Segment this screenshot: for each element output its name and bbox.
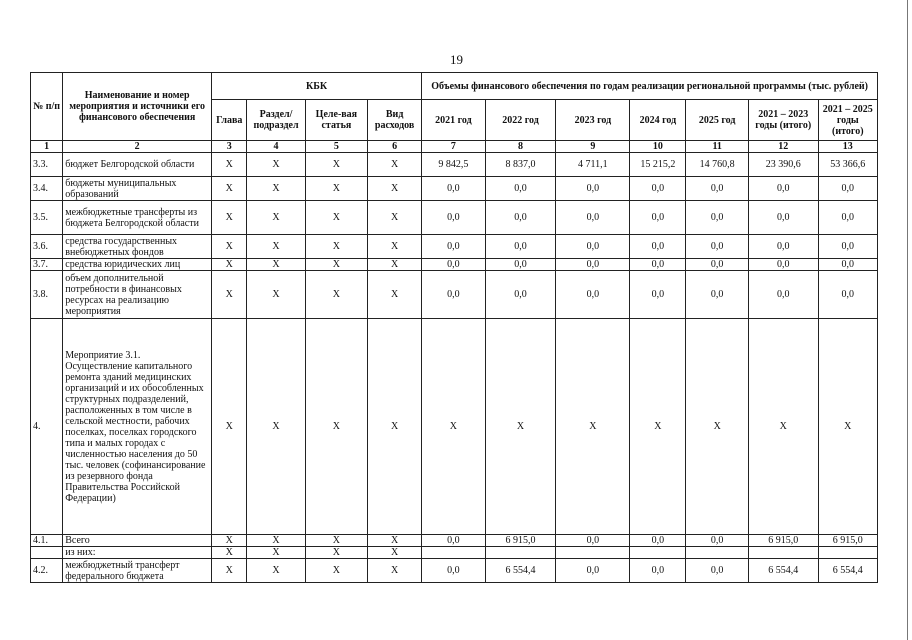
row-name: Мероприятие 3.1. Осуществление капитального ремонта зданий медицинских организаций и их обособленных структурных подразделений, расположенных в том числе в сельской местности, рабочих поселках, поселках городского типа и малых городах с численностью населения до 50 тыс. человек (софинансирование из резервного фонда Правительства Российской Федерации) bbox=[63, 319, 212, 535]
row-name: из них: bbox=[63, 547, 212, 559]
amount-cell: 0,0 bbox=[630, 559, 686, 583]
amount-cell: 0,0 bbox=[748, 259, 818, 271]
amount-cell: 8 837,0 bbox=[485, 153, 556, 177]
header-kbk: КБК bbox=[212, 73, 422, 100]
kbk-cell: X bbox=[247, 153, 305, 177]
kbk-cell: X bbox=[212, 235, 247, 259]
column-number: 4 bbox=[247, 141, 305, 153]
kbk-cell: X bbox=[212, 535, 247, 547]
amount-cell: 0,0 bbox=[686, 535, 748, 547]
row-index: 3.7. bbox=[31, 259, 63, 271]
amount-cell: 0,0 bbox=[748, 201, 818, 235]
amount-cell: 0,0 bbox=[630, 271, 686, 319]
table-row bbox=[31, 535, 878, 547]
row-index: 4.1. bbox=[31, 535, 63, 547]
page-number: 19 bbox=[450, 52, 463, 67]
table-row bbox=[31, 177, 878, 201]
amount-cell: 0,0 bbox=[818, 271, 877, 319]
header-year-col: 2024 год bbox=[630, 100, 686, 141]
row-name: средства государственных внебюджетных фондов bbox=[63, 235, 212, 259]
kbk-cell: X bbox=[305, 177, 367, 201]
amount-cell: X bbox=[630, 319, 686, 535]
amount-cell: X bbox=[748, 319, 818, 535]
column-number: 7 bbox=[422, 141, 485, 153]
kbk-cell: X bbox=[247, 177, 305, 201]
header-kbk-col: Целе-вая статья bbox=[305, 100, 367, 141]
amount-cell: 6 915,0 bbox=[748, 535, 818, 547]
amount-cell: 0,0 bbox=[556, 235, 630, 259]
kbk-cell: X bbox=[368, 177, 422, 201]
amount-cell: 0,0 bbox=[556, 177, 630, 201]
kbk-cell: X bbox=[212, 319, 247, 535]
row-index: 4.2. bbox=[31, 559, 63, 583]
amount-cell: 15 215,2 bbox=[630, 153, 686, 177]
header-year-col: 2022 год bbox=[485, 100, 556, 141]
kbk-cell: X bbox=[368, 559, 422, 583]
amount-cell: 0,0 bbox=[485, 271, 556, 319]
amount-cell: 0,0 bbox=[686, 271, 748, 319]
row-name: Всего bbox=[63, 535, 212, 547]
row-index: 3.6. bbox=[31, 235, 63, 259]
kbk-cell: X bbox=[247, 271, 305, 319]
amount-cell: 0,0 bbox=[630, 177, 686, 201]
kbk-cell: X bbox=[368, 535, 422, 547]
amount-cell: 0,0 bbox=[556, 559, 630, 583]
amount-cell: 6 554,4 bbox=[818, 559, 877, 583]
amount-cell: 6 554,4 bbox=[748, 559, 818, 583]
amount-cell: 0,0 bbox=[818, 201, 877, 235]
row-index bbox=[31, 547, 63, 559]
row-index: 3.4. bbox=[31, 177, 63, 201]
kbk-cell: X bbox=[212, 201, 247, 235]
amount-cell: 0,0 bbox=[422, 201, 485, 235]
row-name: межбюджетные трансферты из бюджета Белгородской области bbox=[63, 201, 212, 235]
kbk-cell: X bbox=[212, 559, 247, 583]
amount-cell: 0,0 bbox=[686, 559, 748, 583]
amount-cell: 0,0 bbox=[686, 177, 748, 201]
column-number: 6 bbox=[368, 141, 422, 153]
kbk-cell: X bbox=[368, 259, 422, 271]
table-row bbox=[31, 235, 878, 259]
header-year-col: 2021 – 2025 годы (итого) bbox=[818, 100, 877, 141]
amount-cell: 4 711,1 bbox=[556, 153, 630, 177]
column-number: 3 bbox=[212, 141, 247, 153]
amount-cell: 6 915,0 bbox=[485, 535, 556, 547]
amount-cell: 0,0 bbox=[422, 559, 485, 583]
kbk-cell: X bbox=[305, 201, 367, 235]
amount-cell: 9 842,5 bbox=[422, 153, 485, 177]
header-year-col: 2021 год bbox=[422, 100, 485, 141]
amount-cell: 0,0 bbox=[686, 201, 748, 235]
amount-cell: 0,0 bbox=[630, 201, 686, 235]
kbk-cell: X bbox=[212, 259, 247, 271]
column-number: 8 bbox=[485, 141, 556, 153]
amount-cell: 0,0 bbox=[630, 259, 686, 271]
kbk-cell: X bbox=[212, 177, 247, 201]
kbk-cell: X bbox=[305, 319, 367, 535]
amount-cell: 14 760,8 bbox=[686, 153, 748, 177]
row-name: бюджет Белгородской области bbox=[63, 153, 212, 177]
amount-cell: 0,0 bbox=[485, 259, 556, 271]
table-row bbox=[31, 153, 878, 177]
amount-cell bbox=[556, 547, 630, 559]
table-row bbox=[31, 547, 878, 559]
column-number: 5 bbox=[305, 141, 367, 153]
column-number-row bbox=[31, 141, 878, 153]
amount-cell: 0,0 bbox=[422, 271, 485, 319]
amount-cell: 0,0 bbox=[556, 259, 630, 271]
amount-cell: 0,0 bbox=[630, 235, 686, 259]
column-number: 12 bbox=[748, 141, 818, 153]
kbk-cell: X bbox=[212, 271, 247, 319]
header-kbk-col: Раздел/ подраздел bbox=[247, 100, 305, 141]
amount-cell: 0,0 bbox=[422, 535, 485, 547]
column-number: 1 bbox=[31, 141, 63, 153]
amount-cell: 0,0 bbox=[748, 177, 818, 201]
amount-cell: 53 366,6 bbox=[818, 153, 877, 177]
kbk-cell: X bbox=[368, 271, 422, 319]
amount-cell: 0,0 bbox=[818, 259, 877, 271]
amount-cell: 0,0 bbox=[556, 535, 630, 547]
header-name: Наименование и номер мероприятия и источники его финансового обеспечения bbox=[63, 73, 212, 141]
kbk-cell: X bbox=[305, 259, 367, 271]
kbk-cell: X bbox=[305, 271, 367, 319]
row-name: средства юридических лиц bbox=[63, 259, 212, 271]
amount-cell: X bbox=[818, 319, 877, 535]
kbk-cell: X bbox=[212, 547, 247, 559]
amount-cell: 0,0 bbox=[748, 235, 818, 259]
amount-cell: 6 915,0 bbox=[818, 535, 877, 547]
table-row bbox=[31, 259, 878, 271]
amount-cell bbox=[818, 547, 877, 559]
row-index: 3.5. bbox=[31, 201, 63, 235]
kbk-cell: X bbox=[368, 235, 422, 259]
row-name: объем дополнительной потребности в финансовых ресурсах на реализацию мероприятия bbox=[63, 271, 212, 319]
column-number: 11 bbox=[686, 141, 748, 153]
header-kbk-col: Глава bbox=[212, 100, 247, 141]
header-no: № п/п bbox=[31, 73, 63, 141]
amount-cell: X bbox=[422, 319, 485, 535]
kbk-cell: X bbox=[368, 201, 422, 235]
kbk-cell: X bbox=[212, 153, 247, 177]
kbk-cell: X bbox=[368, 153, 422, 177]
row-index: 3.3. bbox=[31, 153, 63, 177]
amount-cell: 0,0 bbox=[686, 235, 748, 259]
header-year-col: 2021 – 2023 годы (итого) bbox=[748, 100, 818, 141]
amount-cell: 0,0 bbox=[485, 235, 556, 259]
amount-cell: X bbox=[556, 319, 630, 535]
amount-cell: 0,0 bbox=[818, 235, 877, 259]
kbk-cell: X bbox=[247, 547, 305, 559]
amount-cell bbox=[748, 547, 818, 559]
kbk-cell: X bbox=[368, 547, 422, 559]
amount-cell: 0,0 bbox=[422, 259, 485, 271]
kbk-cell: X bbox=[305, 547, 367, 559]
amount-cell: 0,0 bbox=[556, 201, 630, 235]
kbk-cell: X bbox=[247, 201, 305, 235]
row-name: бюджеты муниципальных образований bbox=[63, 177, 212, 201]
amount-cell: 6 554,4 bbox=[485, 559, 556, 583]
amount-cell: 0,0 bbox=[818, 177, 877, 201]
table-row bbox=[31, 201, 878, 235]
table-row bbox=[31, 319, 878, 535]
budget-table bbox=[30, 72, 878, 583]
kbk-cell: X bbox=[368, 319, 422, 535]
kbk-cell: X bbox=[247, 559, 305, 583]
header-row-1 bbox=[31, 73, 878, 100]
header-year-col: 2025 год bbox=[686, 100, 748, 141]
column-number: 10 bbox=[630, 141, 686, 153]
amount-cell: 0,0 bbox=[485, 201, 556, 235]
table-row bbox=[31, 271, 878, 319]
kbk-cell: X bbox=[247, 235, 305, 259]
amount-cell bbox=[485, 547, 556, 559]
amount-cell bbox=[630, 547, 686, 559]
amount-cell: 23 390,6 bbox=[748, 153, 818, 177]
kbk-cell: X bbox=[247, 259, 305, 271]
column-number: 2 bbox=[63, 141, 212, 153]
header-year-col: 2023 год bbox=[556, 100, 630, 141]
amount-cell: 0,0 bbox=[485, 177, 556, 201]
header-kbk-col: Вид расходов bbox=[368, 100, 422, 141]
kbk-cell: X bbox=[247, 535, 305, 547]
amount-cell: 0,0 bbox=[748, 271, 818, 319]
amount-cell: X bbox=[485, 319, 556, 535]
scan-edge-line bbox=[907, 0, 908, 640]
column-number: 9 bbox=[556, 141, 630, 153]
header-funding: Объемы финансового обеспечения по годам реализации региональной программы (тыс. рублей) bbox=[422, 73, 878, 100]
kbk-cell: X bbox=[305, 559, 367, 583]
amount-cell: 0,0 bbox=[556, 271, 630, 319]
row-index: 4. bbox=[31, 319, 63, 535]
kbk-cell: X bbox=[247, 319, 305, 535]
kbk-cell: X bbox=[305, 153, 367, 177]
amount-cell: 0,0 bbox=[422, 177, 485, 201]
amount-cell: 0,0 bbox=[630, 535, 686, 547]
row-name: межбюджетный трансферт федерального бюджета bbox=[63, 559, 212, 583]
amount-cell: 0,0 bbox=[686, 259, 748, 271]
table-row bbox=[31, 559, 878, 583]
column-number: 13 bbox=[818, 141, 877, 153]
amount-cell bbox=[422, 547, 485, 559]
amount-cell: X bbox=[686, 319, 748, 535]
row-index: 3.8. bbox=[31, 271, 63, 319]
amount-cell: 0,0 bbox=[422, 235, 485, 259]
kbk-cell: X bbox=[305, 235, 367, 259]
amount-cell bbox=[686, 547, 748, 559]
kbk-cell: X bbox=[305, 535, 367, 547]
